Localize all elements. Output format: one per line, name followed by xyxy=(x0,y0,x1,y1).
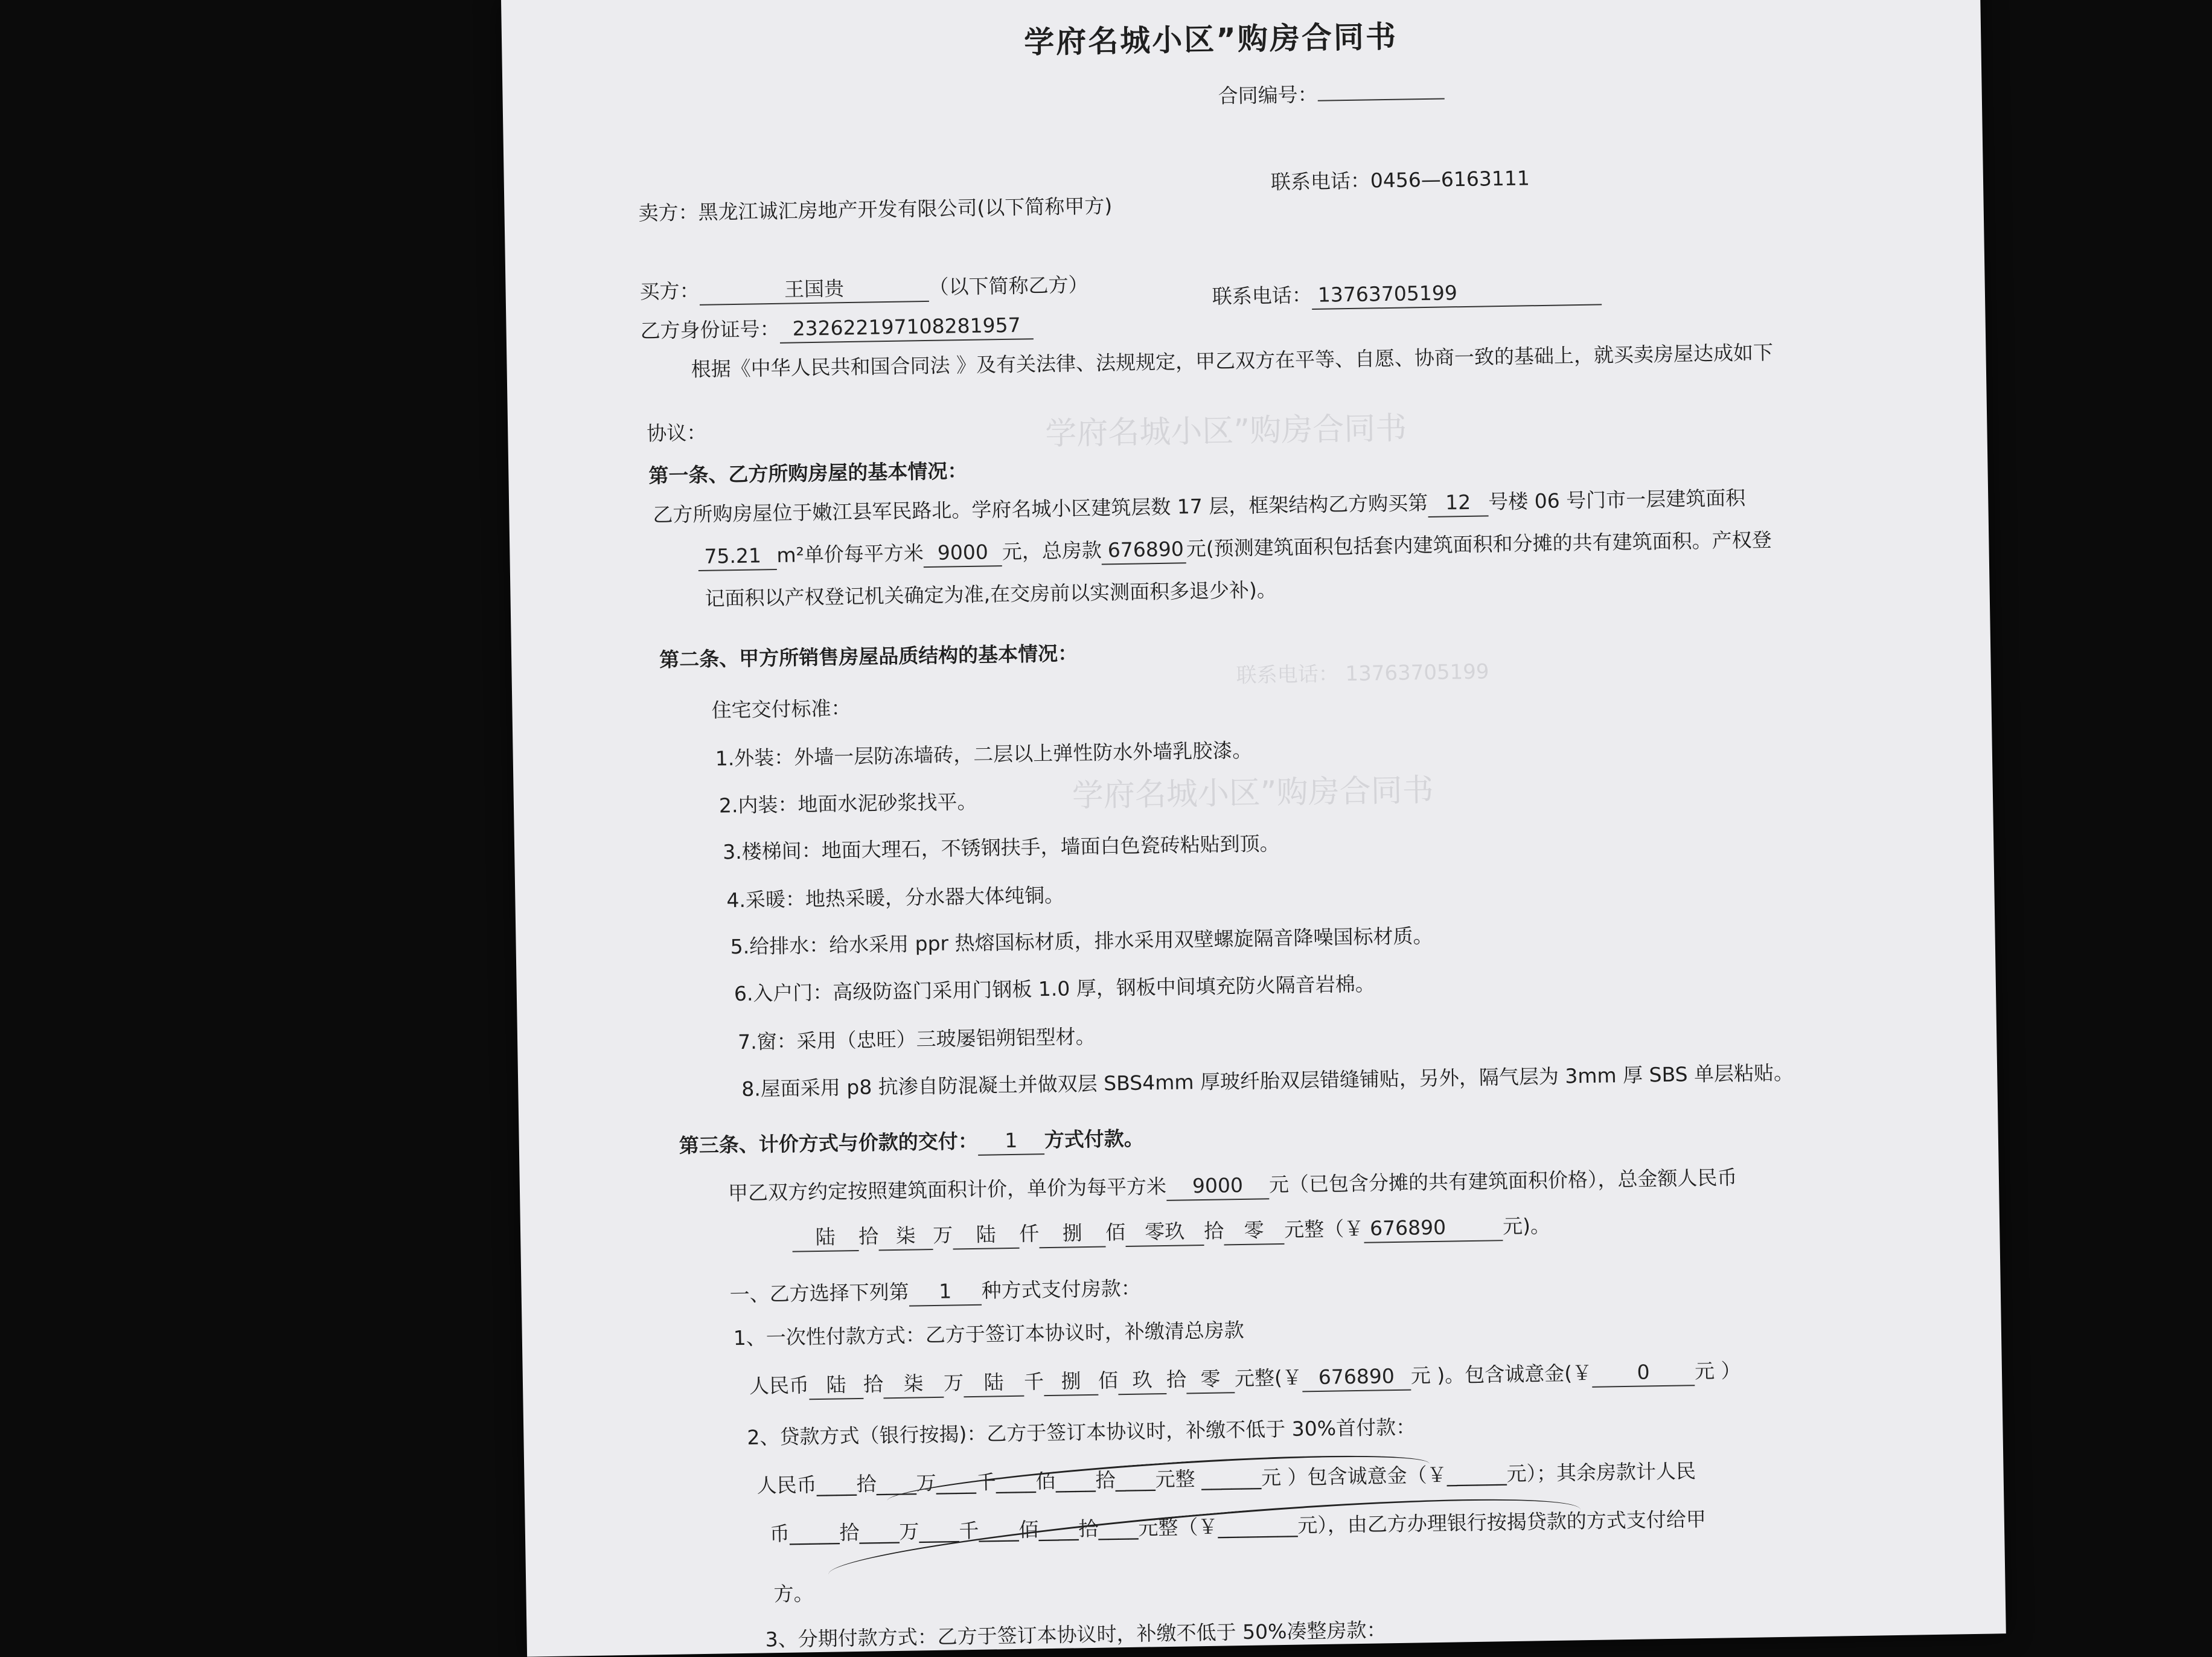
amount-word-2: 柒 xyxy=(878,1222,933,1251)
contract-number-label: 合同编号： xyxy=(1218,82,1318,108)
article-3-line-1 xyxy=(728,1164,1737,1208)
contract-number xyxy=(1218,79,1445,109)
amount-number: 676890 xyxy=(1364,1213,1503,1243)
seller-line: 卖方：黑龙江诚汇房地产开发有限公司(以下简称甲方) xyxy=(638,194,1113,225)
payment-method-number: 1 xyxy=(977,1127,1044,1156)
article-1-text-e: 元(预测建筑面积包括套内建筑面积和分摊的共有建筑面积。产权登 xyxy=(1186,528,1772,561)
pay1-word-3: 陆 xyxy=(964,1369,1024,1398)
pay1-deposit: 0 xyxy=(1592,1358,1695,1388)
pay1-word-4: 捌 xyxy=(1044,1368,1099,1396)
amount-unit-5: 拾 xyxy=(1203,1219,1224,1243)
article-3-text-b: 元（已包含分摊的共有建筑面积价格），总金额人民币 xyxy=(1268,1165,1737,1197)
pay1-unit-6: 元整(￥ xyxy=(1234,1365,1303,1391)
amount-unit-4: 佰 xyxy=(1105,1220,1126,1245)
pay-option-1-amount xyxy=(749,1357,1741,1401)
buyer-id-line xyxy=(640,312,1034,345)
amount-unit-3: 仟 xyxy=(1018,1222,1040,1246)
pay1-word-5: 玖 xyxy=(1118,1367,1167,1395)
choose-text-a: 一、乙方选择下列第 xyxy=(729,1280,909,1307)
buyer-label: 买方： xyxy=(639,278,700,304)
amount-unit-6: 元整（￥ xyxy=(1283,1216,1364,1242)
buyer-phone-label: 联系电话： xyxy=(1212,283,1312,309)
buyer-id-label: 乙方身份证号： xyxy=(640,316,780,343)
amount-unit-1: 拾 xyxy=(858,1224,879,1248)
intro-paragraph-1: 根据《中华人民共和国合同法 》及有关法律、法规规定，甲乙双方在平等、自愿、协商一致的基础上，就买卖房屋达成如下 xyxy=(691,340,1774,382)
bleed-through-phone: 联系电话： 13763705199 xyxy=(1236,659,1489,688)
article-3-title-suffix: 方式付款。 xyxy=(1044,1126,1145,1152)
amount-in-words-line xyxy=(792,1213,1550,1252)
contract-number-value xyxy=(1318,98,1445,101)
pay1-word-6: 零 xyxy=(1186,1365,1235,1394)
chosen-method: 1 xyxy=(909,1278,982,1307)
buyer-id-value: 232622197108281957 xyxy=(779,312,1034,344)
article-1-line-1 xyxy=(653,485,1745,530)
pay1-unit-4: 佰 xyxy=(1098,1368,1119,1393)
pay-option-3-title: 3、分期付款方式：乙方于签订本协议时，补缴不低于 50%凑整房款： xyxy=(765,1618,1387,1652)
pay1-prefix: 人民币 xyxy=(749,1373,810,1398)
pay1-number: 676890 xyxy=(1302,1363,1411,1393)
pay-option-2-line-2: 人民币____拾____万____千____佰____拾____元整 ______元 ）包含诚意金（￥______元）；其余房款计人民 xyxy=(756,1459,1696,1498)
amount-unit-2: 万 xyxy=(932,1223,953,1248)
amount-end: 元)。 xyxy=(1502,1213,1551,1239)
article-1-line-3: 记面积以产权登记机关确定为准,在交房前以实测面积多退少补)。 xyxy=(705,577,1277,611)
article-2-title: 第二条、甲方所销售房屋品质结构的基本情况： xyxy=(659,641,1078,672)
building-number: 12 xyxy=(1428,489,1489,518)
buyer-phone-value: 13763705199 xyxy=(1312,277,1602,310)
pay-option-2-line-4: 方。 xyxy=(773,1582,814,1606)
bleed-through-title-2: 学府名城小区”购房合同书 xyxy=(1072,772,1434,815)
article-3-unit-price: 9000 xyxy=(1166,1171,1270,1201)
choose-text-b: 种方式支付房款： xyxy=(981,1276,1141,1303)
amount-word-6: 零 xyxy=(1224,1217,1285,1246)
pay1-unit-1: 拾 xyxy=(863,1372,884,1396)
pay-option-2-line-3: 币_____拾____万____千____佰____拾____元整（￥________元），由乙方办理银行按揭贷款的方式支付给甲 xyxy=(769,1507,1707,1546)
spec-item-1: 1.外装：外墙一层防冻墙砖，二层以上弹性防水外墙乳胶漆。 xyxy=(715,738,1253,771)
pay1-unit-3: 千 xyxy=(1023,1370,1044,1394)
buyer-phone-line xyxy=(1212,277,1602,311)
article-3-title-text: 第三条、计价方式与价款的交付： xyxy=(679,1129,979,1158)
article-1-title: 第一条、乙方所购房屋的基本情况： xyxy=(648,458,968,488)
bleed-through-title: 学府名城小区”购房合同书 xyxy=(1044,410,1407,452)
spec-item-7: 7.窗：采用（忠旺）三玻屡铝朔铝型材。 xyxy=(737,1024,1096,1054)
pay1-end: 元 ） xyxy=(1694,1359,1741,1383)
intro-paragraph-2: 协议： xyxy=(646,420,707,446)
spec-item-3: 3.楼梯间：地面大理石，不锈钢扶手，墙面白色瓷砖粘贴到顶。 xyxy=(722,831,1280,864)
floor-area: 75.21 xyxy=(698,542,777,571)
pay1-unit-5: 拾 xyxy=(1166,1367,1187,1391)
spec-item-4: 4.采暖：地热采暖，分水器大体纯铜。 xyxy=(726,883,1065,912)
spec-item-6: 6.入户门：高级防盗门采用门钢板 1.0 厚，钢板中间填充防火隔音岩棉。 xyxy=(734,972,1376,1006)
pay-option-2-title: 2、贷款方式（银行按揭)：乙方于签订本协议时，补缴不低于 30%首付款： xyxy=(747,1415,1416,1449)
spec-item-2: 2.内装：地面水泥砂浆找平。 xyxy=(718,789,977,818)
amount-word-4: 捌 xyxy=(1039,1220,1106,1249)
pay1-word-1: 陆 xyxy=(809,1371,864,1400)
seller-phone: 联系电话：0456—6163111 xyxy=(1270,166,1530,194)
spec-item-5: 5.给排水：给水采用 ppr 热熔国标材质，排水采用双壁螺旋隔音降噪国标材质。 xyxy=(730,923,1433,959)
pay1-mid: 元 )。包含诚意金(￥ xyxy=(1410,1361,1593,1388)
choose-method-line xyxy=(729,1275,1141,1310)
amount-word-5: 零玖 xyxy=(1125,1218,1204,1247)
article-1-line-2 xyxy=(698,527,1772,571)
article-1-text-c: m²单价每平方米 xyxy=(776,541,924,567)
buyer-line xyxy=(639,272,1088,307)
unit-price: 9000 xyxy=(924,539,1003,568)
article-3-text-a: 甲乙双方约定按照建筑面积计价，单价为每平方米 xyxy=(727,1174,1167,1205)
spec-item-8: 8.屋面采用 p8 抗渗自防混凝土并做双层 SBS4mm 厚玻纤胎双层错缝铺贴，另外，隔气层为 3mm 厚 SBS 单层粘贴。 xyxy=(741,1060,1794,1101)
pay-option-1-title: 1、一次性付款方式：乙方于签订本协议时，补缴清总房款 xyxy=(733,1318,1245,1350)
total-price: 676890 xyxy=(1101,536,1186,565)
contract-paper xyxy=(501,0,2006,1657)
contract-title: 学府名城小区”购房合同书 xyxy=(1023,19,1398,60)
article-1-text-d: 元，总房款 xyxy=(1002,538,1102,564)
article-3-title xyxy=(679,1126,1144,1161)
buyer-suffix: （以下简称乙方） xyxy=(929,272,1088,299)
article-2-subtitle: 住宅交付标准： xyxy=(711,696,851,722)
amount-word-1: 陆 xyxy=(792,1223,859,1252)
article-1-text-b: 号楼 06 号门市一层建筑面积 xyxy=(1488,486,1746,514)
pay1-unit-2: 万 xyxy=(943,1371,964,1395)
amount-word-3: 陆 xyxy=(953,1221,1020,1250)
article-1-text-a: 乙方所购房屋位于嫩江县军民路北。学府名城小区建筑层数 17 层，框架结构乙方购买第 xyxy=(653,490,1428,527)
buyer-name: 王国贵 xyxy=(699,274,929,306)
pay1-word-2: 柒 xyxy=(883,1370,944,1399)
